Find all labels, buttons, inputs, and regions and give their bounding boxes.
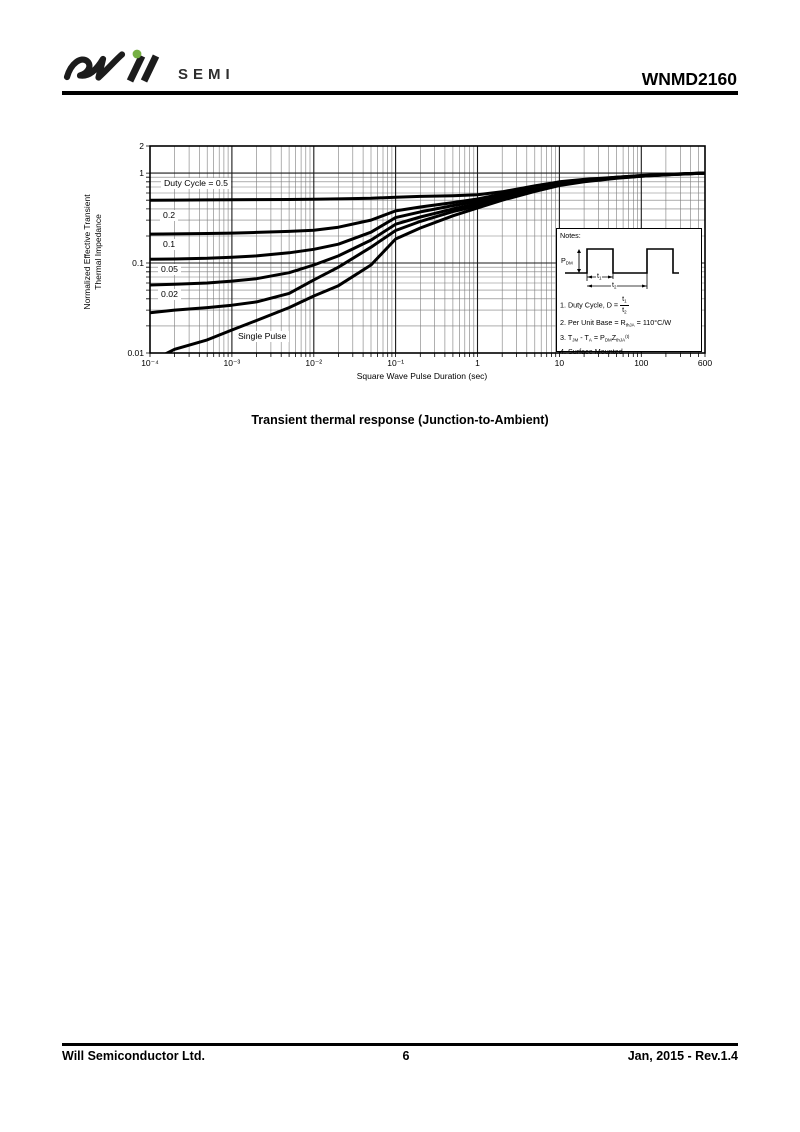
notes-title: Notes: [560,231,581,240]
x-tick-label: 1 [475,358,480,368]
x-tick-labels [0,358,800,372]
curve-label-duty-0-2: 0.2 [160,210,178,221]
x-tick-label: 600 [697,358,713,368]
pulse-waveform [559,241,701,293]
curve-label-duty-0-5: Duty Cycle = 0.5 [161,178,231,189]
note-item-1: 1. Duty Cycle, D = $\frac{t_1}{t_2}$ [560,294,627,315]
pulse-train [565,249,679,273]
x-tick-label: 10⁻⁴ [141,358,159,368]
curve-label-duty-0-02: 0.02 [158,289,181,300]
y-axis-title [82,147,112,357]
curve-label-single-pulse: Single Pulse [235,331,289,342]
y-tick-label: 2 [139,141,144,151]
y-axis-title-line1: Normalized Effective Transient [82,194,92,310]
x-tick-label: 10⁻² [305,358,323,368]
x-axis-title: Square Wave Pulse Duration (sec) [356,371,488,381]
footer-company: Will Semiconductor Ltd. [62,1049,205,1063]
figure-caption: Transient thermal response (Junction-to-Ambient) [251,413,549,427]
y-tick-label: 1 [139,168,144,179]
footer-page-number: 6 [402,1049,410,1063]
logo-semi-text: SEMI [178,66,235,83]
t2-label: $t_2$ [612,279,617,289]
note-item-4: 4. Surface Mounted [560,347,623,357]
y-tick-label: 0.1 [132,258,144,269]
note-item-2: 2. Per Unit Base = $R_{thJA} = 110^\circ C/W$ [560,317,672,327]
x-tick-label: 100 [634,358,649,368]
x-tick-label: 10⁻³ [223,358,241,368]
y-axis-title-line2: Thermal Impedance [93,214,103,290]
t1-label: $t_1$ [597,270,602,280]
y-tick-label: 0.01 [127,348,144,358]
note-item-3: 3. $T_{JM} - T_A = P_{DM}Z_{thJA}^{(t)}$ [560,333,630,343]
product-title: WNMD2160 [641,69,737,89]
x-tick-label: 10⁻¹ [387,358,405,368]
x-tick-label: 10 [554,358,565,368]
pdm-label: $P_{DM}$ [561,255,573,265]
footer-revision: Jan, 2015 - Rev.1.4 [627,1049,738,1063]
pulse-waveform-svg [559,241,701,293]
footer-rule [62,1043,738,1046]
notes-box [556,228,702,357]
curve-label-duty-0-1: 0.1 [160,239,178,250]
curve-label-duty-0-05: 0.05 [158,264,181,275]
